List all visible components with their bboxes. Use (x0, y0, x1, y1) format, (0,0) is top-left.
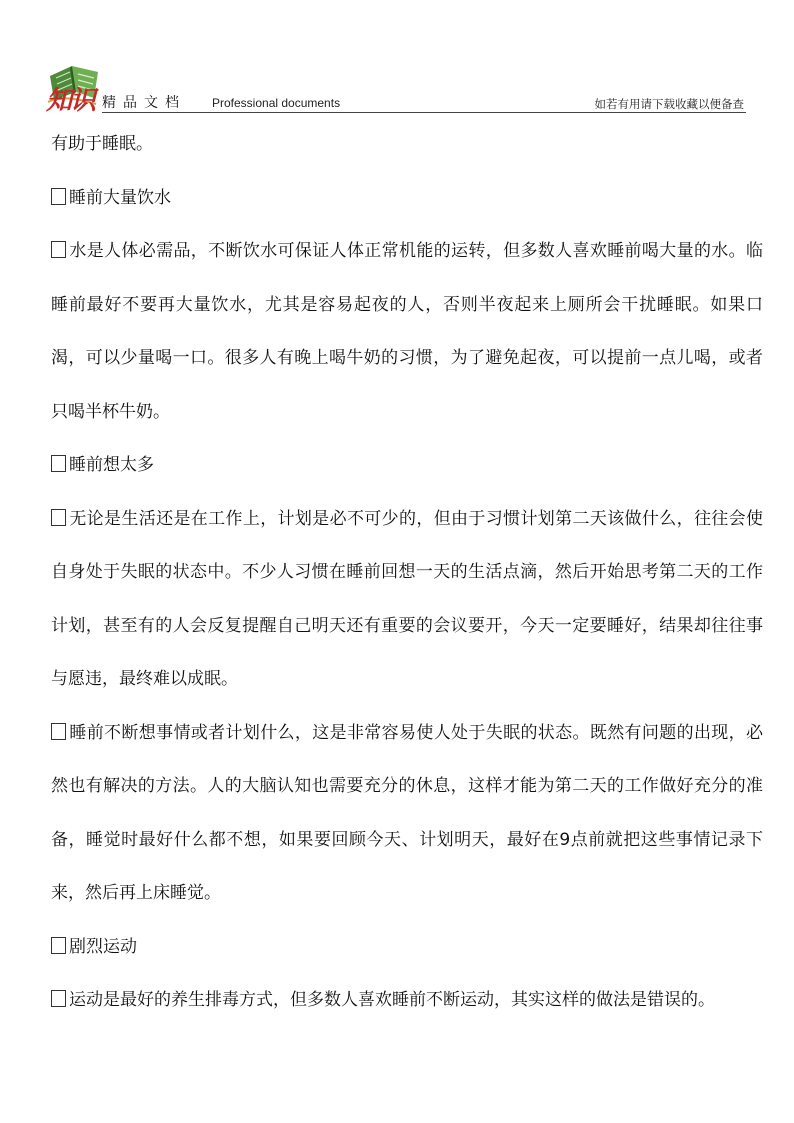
paragraph (51, 493, 763, 707)
header-title: 精品文档 (102, 95, 186, 111)
paragraph (51, 974, 763, 1028)
checkbox-square-icon (51, 455, 66, 472)
checkbox-square-icon (51, 188, 66, 205)
page-header (0, 0, 794, 115)
checkbox-square-icon (51, 723, 66, 740)
paragraph (51, 707, 763, 921)
checkbox-square-icon (51, 241, 66, 258)
section-heading (51, 439, 763, 493)
heading-text: 睡前想太多 (69, 455, 154, 475)
section-heading (51, 172, 763, 226)
checkbox-square-icon (51, 937, 66, 954)
document-body (51, 118, 763, 1028)
heading-text: 睡前大量饮水 (69, 187, 171, 208)
paragraph-text: 有助于睡眠。 (51, 134, 153, 154)
paragraph-text: 睡前不断想事情或者计划什么，这是非常容易使人处于失眠的状态。既然有问题的出现，必然也有解决的方法。人的大脑认知也需要充分的休息，这样才能为第二天的工作做好充分的准备，睡觉时最好什么都不想，如果要回顾今天、计划明天，最好在9点前就把这些事情记录下来，然后再上床睡觉。 (51, 722, 763, 903)
paragraph (51, 225, 763, 439)
checkbox-square-icon (51, 990, 66, 1007)
header-divider (102, 112, 746, 113)
paragraph-text: 水是人体必需品，不断饮水可保证人体正常机能的运转，但多数人喜欢睡前喝大量的水。临睡前最好不要再大量饮水，尤其是容易起夜的人，否则半夜起来上厕所会干扰睡眠。如果口渴，可以少量喝一口。很多人有晚上喝牛奶的习惯，为了避免起夜，可以提前一点儿喝，或者只喝半杯牛奶。 (51, 241, 763, 422)
heading-text: 剧烈运动 (69, 936, 137, 957)
logo-wordmark: 知识 (46, 86, 95, 116)
paragraph-text: 运动是最好的养生排毒方式，但多数人喜欢睡前不断运动，其实这样的做法是错误的。 (69, 990, 715, 1010)
checkbox-square-icon (51, 509, 66, 526)
paragraph (51, 118, 763, 172)
header-note: 如若有用请下载收藏以便备查 (594, 97, 744, 111)
paragraph-text: 无论是生活还是在工作上，计划是必不可少的，但由于习惯计划第二天该做什么，往往会使自身处于失眠的状态中。不少人习惯在睡前回想一天的生活点滴，然后开始思考第二天的工作计划，甚至有的人会反复提醒自己明天还有重要的会议要开，今天一定要睡好，结果却往往事与愿违，最终难以成眠。 (51, 508, 763, 689)
header-subtitle: Professional documents (212, 96, 341, 110)
section-heading (51, 921, 763, 975)
